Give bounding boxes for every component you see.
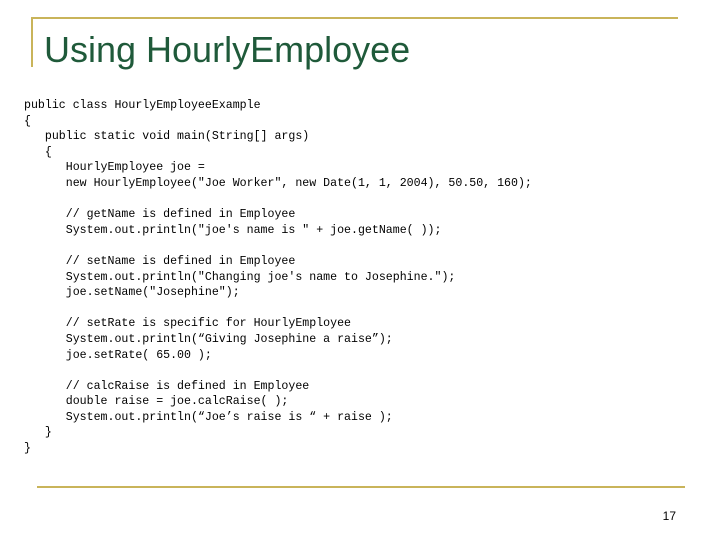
frame-bottom-rule (37, 486, 685, 488)
page-number: 17 (662, 509, 676, 523)
code-line: public class HourlyEmployeeExample (24, 99, 261, 112)
code-line: // setName is defined in Employee (24, 254, 296, 268)
frame-top-rule (31, 17, 678, 19)
slide-title: Using HourlyEmployee (44, 29, 411, 70)
code-line: } (24, 442, 31, 456)
code-line: // calcRaise is defined in Employee (24, 379, 310, 393)
code-line: System.out.println("Changing joe's name to Josephine."); (24, 270, 456, 284)
code-line: double raise = joe.calcRaise( ); (24, 395, 289, 409)
code-line: // getName is defined in Employee (24, 208, 296, 222)
code-line: System.out.println(“Joe’s raise is “ + raise ); (24, 410, 393, 424)
code-line: } (24, 426, 52, 440)
code-block (24, 98, 532, 457)
code-line: { (24, 145, 52, 159)
code-line: joe.setRate( 65.00 ); (24, 348, 212, 362)
code-line: { (24, 114, 31, 128)
code-line: new HourlyEmployee("Joe Worker", new Date(1, 1, 2004), 50.50, 160); (24, 176, 532, 190)
code-line: // setRate is specific for HourlyEmployee (24, 317, 351, 331)
code-line: HourlyEmployee joe = (24, 161, 205, 175)
frame-left-rule (31, 17, 33, 67)
code-line: public static void main(String[] args) (24, 130, 310, 144)
code-line: System.out.println("joe's name is " + joe.getName( )); (24, 223, 442, 237)
code-line: System.out.println(“Giving Josephine a raise”); (24, 332, 393, 346)
code-line: joe.setName("Josephine"); (24, 286, 240, 300)
